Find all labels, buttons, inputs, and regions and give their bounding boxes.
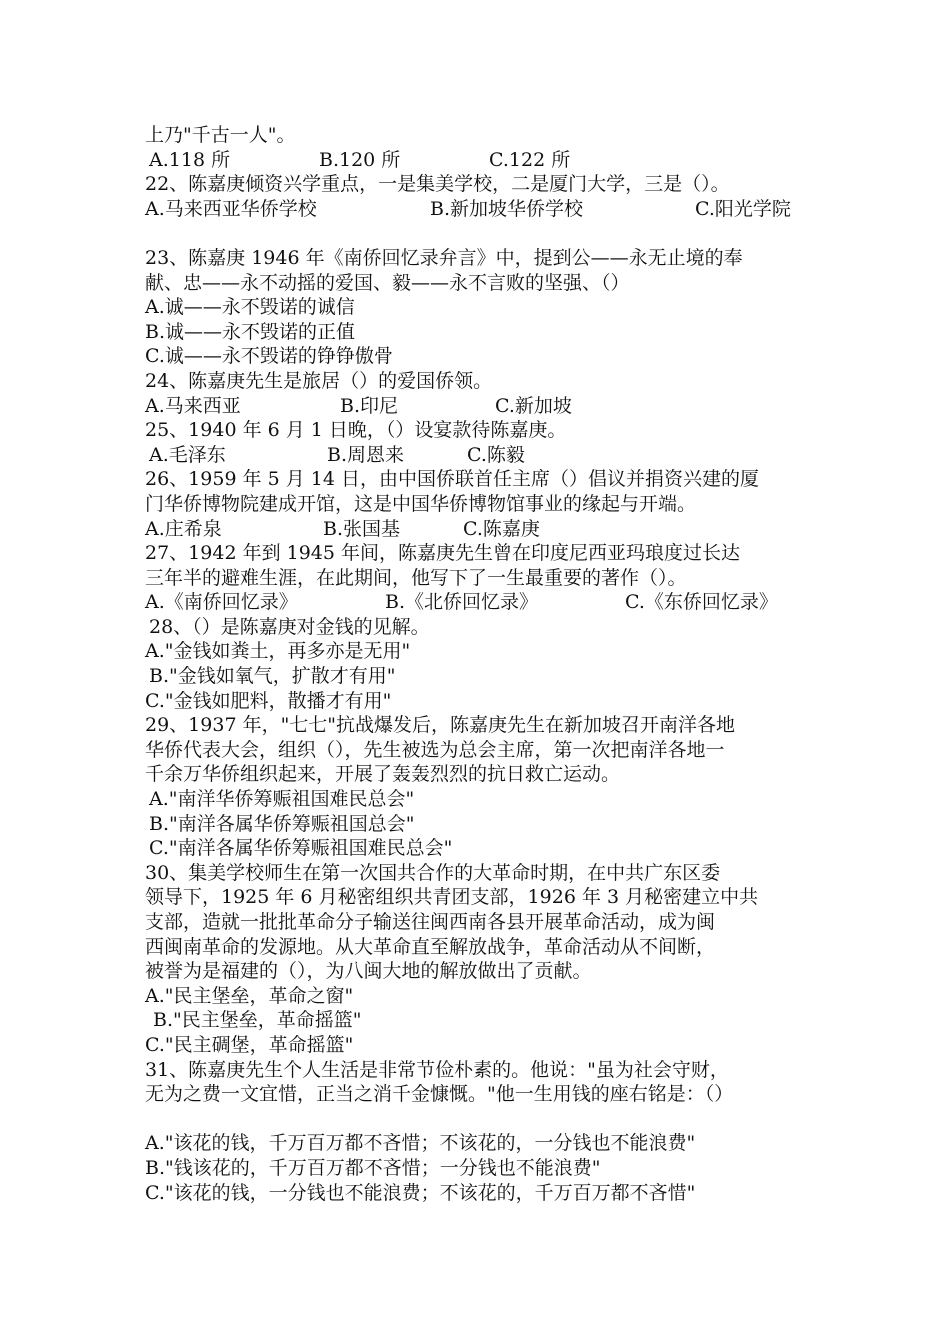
- q23-option-c: C.诚——永不毁诺的铮铮傲骨: [145, 345, 393, 368]
- q26-options: [145, 517, 825, 542]
- option-b: B.张国基: [323, 517, 401, 540]
- q31-option-c: C."该花的钱，一分钱也不能浪费；不该花的，千万百万都不吝惜": [145, 1181, 696, 1204]
- q29-option-a: A."南洋华侨筹赈祖国难民总会": [149, 788, 415, 811]
- q25-stem: 25、1940 年 6 月 1 日晚，（）设宴款待陈嘉庚。: [145, 419, 567, 442]
- q27-options: [145, 590, 825, 615]
- q26-stem-line-2: 门华侨博物院建成开馆，这是中国华侨博物馆事业的缘起与开端。: [145, 492, 697, 515]
- option-b: B.120 所: [319, 148, 401, 171]
- q26-stem-line-1: 26、1959 年 5 月 14 日，由中国侨联首任主席（）倡议并捐资兴建的厦: [145, 468, 759, 491]
- q29-stem-line-1: 29、1937 年，"七七"抗战爆发后，陈嘉庚先生在新加坡召开南洋各地: [145, 714, 736, 737]
- q21-options: [145, 148, 825, 173]
- option-a: A.庄希泉: [145, 517, 222, 540]
- q28-option-a: A."金钱如粪土，再多亦是无用": [145, 640, 411, 663]
- q30-option-a: A."民主堡垒，革命之窗": [145, 984, 354, 1007]
- q25-options: [145, 443, 825, 468]
- option-c: C.陈毅: [467, 443, 525, 466]
- q27-stem-line-1: 27、1942 年到 1945 年间，陈嘉庚先生曾在印度尼西亚玛琅度过长达: [145, 542, 741, 565]
- q29-stem-line-3: 千余万华侨组织起来，开展了轰轰烈烈的抗日救亡运动。: [145, 763, 621, 786]
- q31-stem-line-1: 31、陈嘉庚先生个人生活是非常节俭朴素的。他说："虽为社会守财，: [145, 1058, 729, 1081]
- option-c: C.阳光学院: [695, 197, 791, 220]
- option-a: A.毛泽东: [149, 443, 226, 466]
- q28-stem: 28、（）是陈嘉庚对金钱的见解。: [149, 615, 430, 638]
- q30-stem-line-1: 30、集美学校师生在第一次国共合作的大革命时期，在中共广东区委: [145, 861, 721, 884]
- q22-stem: 22、陈嘉庚倾资兴学重点，一是集美学校，二是厦门大学，三是（）。: [145, 173, 730, 196]
- q31-option-b: B."钱该花的，千万百万都不吝惜；一分钱也不能浪费": [145, 1156, 601, 1179]
- option-a: A.《南侨回忆录》: [145, 591, 298, 614]
- q23-stem-line-2: 献、忠——永不动摇的爱国、毅——永不言败的坚强、（）: [145, 271, 630, 294]
- option-a: A.马来西亚华侨学校: [145, 197, 317, 220]
- option-c: C.122 所: [489, 148, 571, 171]
- q30-stem-line-5: 被誉为是福建的（），为八闽大地的解放做出了贡献。: [145, 960, 592, 983]
- option-a: A.118 所: [149, 148, 231, 171]
- option-b: B.《北侨回忆录》: [385, 591, 539, 614]
- q24-stem: 24、陈嘉庚先生是旅居（）的爱国侨领。: [145, 369, 493, 392]
- q28-option-c: C."金钱如肥料，散播才有用": [145, 689, 392, 712]
- q29-stem-line-2: 华侨代表大会，组织（），先生被选为总会主席，第一次把南洋各地一: [145, 738, 725, 761]
- q29-option-b: B."南洋各属华侨筹赈祖国总会": [149, 812, 415, 835]
- spacer: [145, 221, 825, 246]
- q30-stem-line-3: 支部，造就一批批革命分子输送往闽西南各县开展革命活动，成为闽: [145, 911, 716, 933]
- q27-stem-line-2: 三年半的避难生涯，在此期间，他写下了一生最重要的著作（）。: [145, 566, 687, 589]
- q30-option-c: C."民主碉堡，革命摇篮": [145, 1033, 354, 1056]
- q30-stem-line-4: 西闽南革命的发源地。从大革命直至解放战争，革命活动从不间断，: [145, 935, 716, 958]
- q23-option-b: B.诚——永不毁诺的正值: [145, 320, 356, 343]
- question-list: [145, 123, 825, 1205]
- option-b: B.新加坡华侨学校: [430, 197, 584, 220]
- option-c: C.陈嘉庚: [463, 517, 540, 540]
- q24-options: [145, 394, 825, 419]
- q31-stem-line-2: 无为之费一文宜惜，正当之消千金慷慨。"他一生用钱的座右铭是：（）: [145, 1083, 734, 1106]
- spacer: [145, 1107, 825, 1132]
- option-b: B.周恩来: [327, 443, 405, 466]
- q28-option-b: B."金钱如氧气，扩散才有用": [149, 665, 396, 688]
- q22-options: [145, 197, 825, 222]
- option-a: A.马来西亚: [145, 394, 241, 417]
- q23-stem-line-1: 23、陈嘉庚 1946 年《南侨回忆录弁言》中，提到公——永无止境的奉: [145, 246, 743, 269]
- option-b: B.印尼: [340, 394, 399, 417]
- q30-stem-line-2: 领导下，1925 年 6 月秘密组织共青团支部，1926 年 3 月秘密建立中共: [145, 886, 759, 909]
- q31-option-a: A."该花的钱，千万百万都不吝惜；不该花的，一分钱也不能浪费": [145, 1132, 696, 1155]
- q30-option-b: B."民主堡垒，革命摇篮": [153, 1009, 362, 1032]
- q21-tail: 上乃"千古一人"。: [145, 124, 296, 146]
- option-c: C.新加坡: [495, 394, 572, 417]
- option-c: C.《东侨回忆录》: [625, 591, 778, 614]
- q29-option-c: C."南洋各属华侨筹赈祖国难民总会": [149, 837, 453, 860]
- q23-option-a: A.诚——永不毁诺的诚信: [145, 296, 355, 319]
